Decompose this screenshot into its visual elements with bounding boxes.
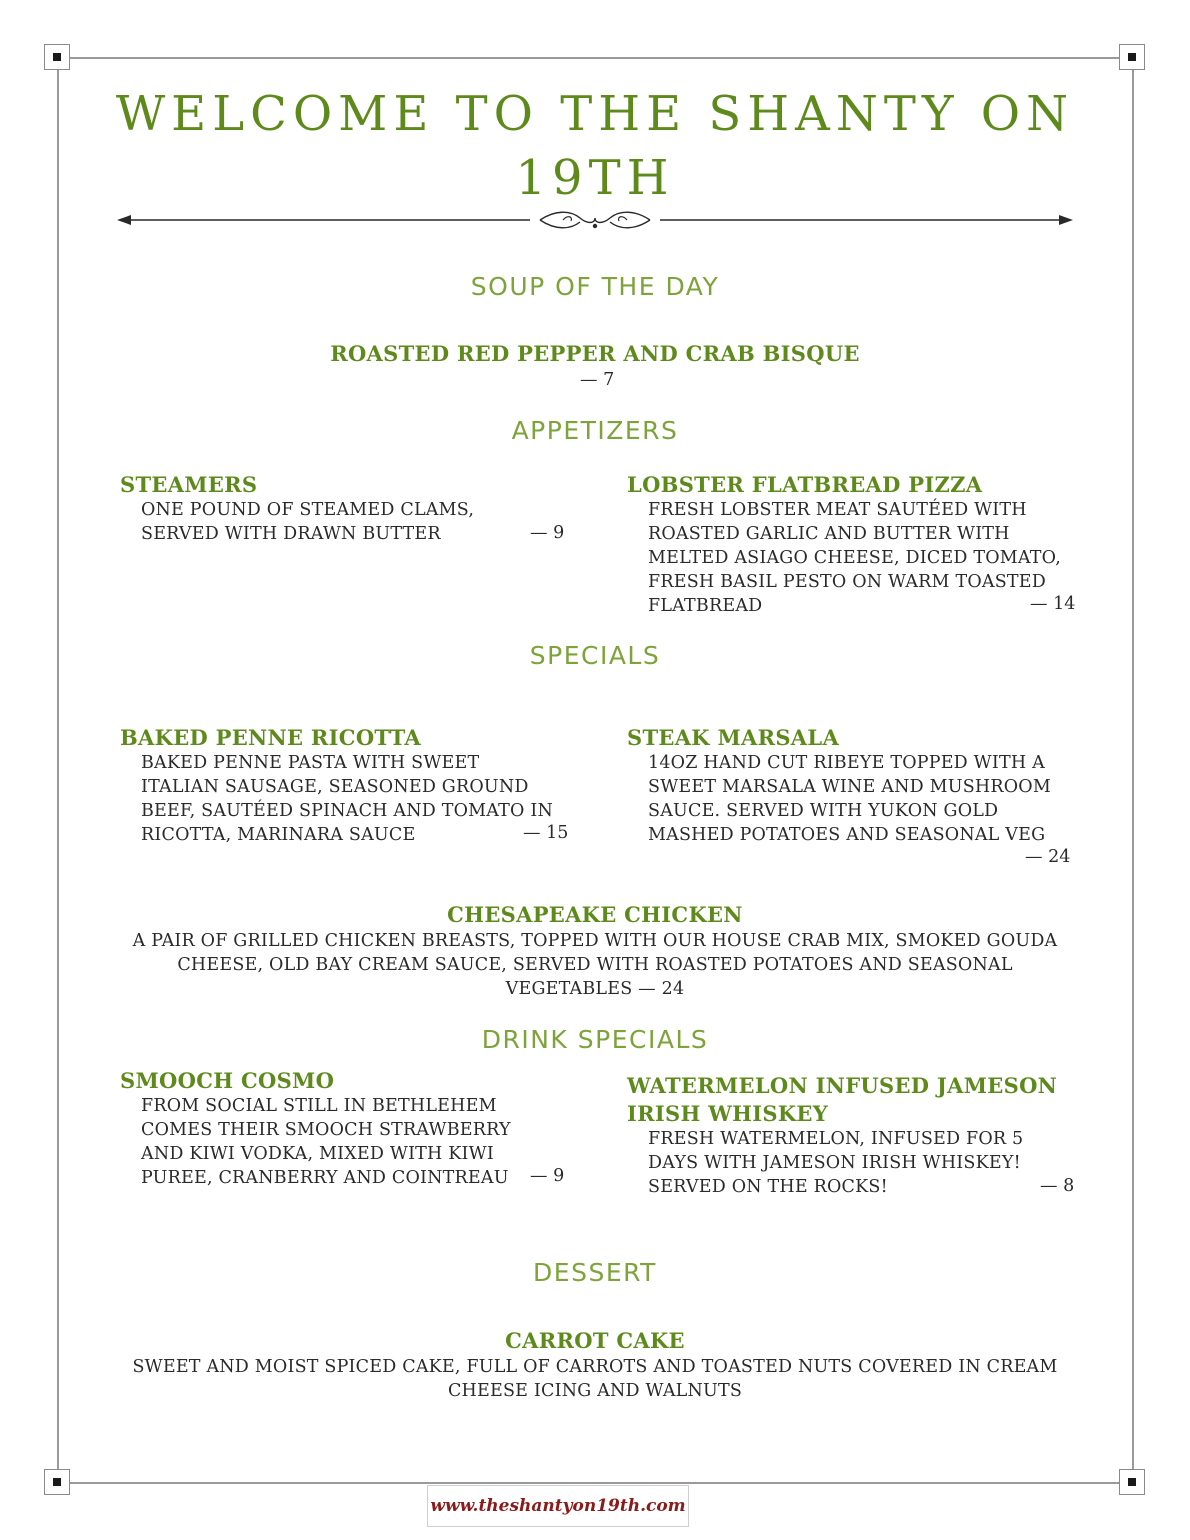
section-heading-appetizers: APPETIZERS xyxy=(511,416,679,445)
chesapeake-chicken-name: CHESAPEAKE CHICKEN xyxy=(447,902,743,927)
section-heading-dessert: DESSERT xyxy=(533,1258,657,1287)
lobster-desc-line-4: FRESH BASIL PESTO ON WARM TOASTED xyxy=(648,572,1046,592)
penne-desc-line-3: BEEF, SAUTÉED SPINACH AND TOMATO IN xyxy=(141,801,553,821)
penne-desc-line-1: BAKED PENNE PASTA WITH SWEET xyxy=(141,753,480,773)
watermelon-jameson-name xyxy=(627,1072,1057,1128)
steamers-desc-line-2: SERVED WITH DRAWN BUTTER xyxy=(141,524,441,544)
carrot-cake-description xyxy=(0,1355,1190,1403)
steamers-description xyxy=(141,498,474,546)
cosmo-desc-line-4: PUREE, CRANBERRY AND COINTREAU xyxy=(141,1168,509,1188)
lobster-desc-line-2: ROASTED GARLIC AND BUTTER WITH xyxy=(648,524,1010,544)
watermelon-jameson-description xyxy=(648,1127,1023,1199)
chicken-desc-line-1: A PAIR OF GRILLED CHICKEN BREASTS, TOPPED WITH OUR HOUSE CRAB MIX, SMOKED GOUDA xyxy=(132,931,1058,951)
corner-ornament-top-left xyxy=(44,44,70,70)
section-heading-drinks: DRINK SPECIALS xyxy=(481,1025,709,1054)
steak-marsala-description xyxy=(648,751,1051,847)
cake-desc-line-2: CHEESE ICING AND WALNUTS xyxy=(447,1381,743,1401)
page-title-line-1: WELCOME TO THE SHANTY ON xyxy=(115,86,1075,142)
ornamental-divider xyxy=(115,206,1075,236)
lobster-flatbread-name: LOBSTER FLATBREAD PIZZA xyxy=(627,472,983,497)
cosmo-desc-line-1: FROM SOCIAL STILL IN BETHLEHEM xyxy=(141,1096,497,1116)
lobster-desc-line-5: FLATBREAD xyxy=(648,596,763,616)
corner-ornament-top-right xyxy=(1119,44,1145,70)
cosmo-desc-line-2: COMES THEIR SMOOCH STRAWBERRY xyxy=(141,1120,511,1140)
watermelon-desc-line-2: DAYS WITH JAMESON IRISH WHISKEY! xyxy=(648,1153,1021,1173)
frame-bottom-line xyxy=(57,1482,1133,1484)
frame-top-line xyxy=(57,57,1133,59)
watermelon-name-line-2: IRISH WHISKEY xyxy=(627,1101,828,1126)
penne-desc-line-4: RICOTTA, MARINARA SAUCE xyxy=(141,825,416,845)
lobster-desc-line-3: MELTED ASIAGO CHEESE, DICED TOMATO, xyxy=(648,548,1061,568)
steak-marsala-name: STEAK MARSALA xyxy=(627,725,840,750)
carrot-cake-name: CARROT CAKE xyxy=(505,1328,685,1353)
section-heading-soup: SOUP OF THE DAY xyxy=(470,272,720,301)
chicken-desc-line-2: CHEESE, OLD BAY CREAM SAUCE, SERVED WITH ROASTED POTATOES AND SEASONAL xyxy=(177,955,1013,975)
chicken-desc-line-3: VEGETABLES — 24 xyxy=(505,979,685,999)
watermelon-desc-line-1: FRESH WATERMELON, INFUSED FOR 5 xyxy=(648,1129,1024,1149)
soup-price: — 7 xyxy=(580,370,615,390)
soup-name: ROASTED RED PEPPER AND CRAB BISQUE xyxy=(330,341,860,366)
steamers-price: — 9 xyxy=(530,523,565,543)
steak-desc-line-2: SWEET MARSALA WINE AND MUSHROOM xyxy=(648,777,1051,797)
steamers-name: STEAMERS xyxy=(120,472,258,497)
watermelon-name-line-1: WATERMELON INFUSED JAMESON xyxy=(627,1073,1058,1098)
cosmo-desc-line-3: AND KIWI VODKA, MIXED WITH KIWI xyxy=(141,1144,494,1164)
page-title xyxy=(100,82,1090,210)
watermelon-desc-line-3: SERVED ON THE ROCKS! xyxy=(648,1177,888,1197)
website-link[interactable]: www.theshantyon19th.com xyxy=(427,1485,689,1527)
watermelon-jameson-price: — 8 xyxy=(1040,1176,1075,1196)
baked-penne-price: — 15 xyxy=(523,823,569,843)
lobster-flatbread-price: — 14 xyxy=(1030,594,1076,614)
lobster-flatbread-description xyxy=(648,498,1061,618)
lobster-desc-line-1: FRESH LOBSTER MEAT SAUTÉED WITH xyxy=(648,500,1027,520)
steak-desc-line-4: MASHED POTATOES AND SEASONAL VEG xyxy=(648,825,1046,845)
smooch-cosmo-name: SMOOCH COSMO xyxy=(120,1068,335,1093)
baked-penne-description xyxy=(141,751,553,847)
smooch-cosmo-price: — 9 xyxy=(530,1166,565,1186)
chesapeake-chicken-description xyxy=(0,929,1190,1001)
baked-penne-name: BAKED PENNE RICOTTA xyxy=(120,725,421,750)
steak-marsala-price: — 24 xyxy=(1025,847,1071,867)
penne-desc-line-2: ITALIAN SAUSAGE, SEASONED GROUND xyxy=(141,777,529,797)
section-heading-specials: SPECIALS xyxy=(529,641,661,670)
corner-ornament-bottom-right xyxy=(1119,1469,1145,1495)
corner-ornament-bottom-left xyxy=(44,1469,70,1495)
steak-desc-line-1: 14OZ HAND CUT RIBEYE TOPPED WITH A xyxy=(648,753,1045,773)
page-title-line-2: 19TH xyxy=(515,150,675,206)
steak-desc-line-3: SAUCE. SERVED WITH YUKON GOLD xyxy=(648,801,999,821)
steamers-desc-line-1: ONE POUND OF STEAMED CLAMS, xyxy=(141,500,475,520)
smooch-cosmo-description xyxy=(141,1094,511,1190)
cake-desc-line-1: SWEET AND MOIST SPICED CAKE, FULL OF CARROTS AND TOASTED NUTS COVERED IN CREAM xyxy=(132,1357,1058,1377)
